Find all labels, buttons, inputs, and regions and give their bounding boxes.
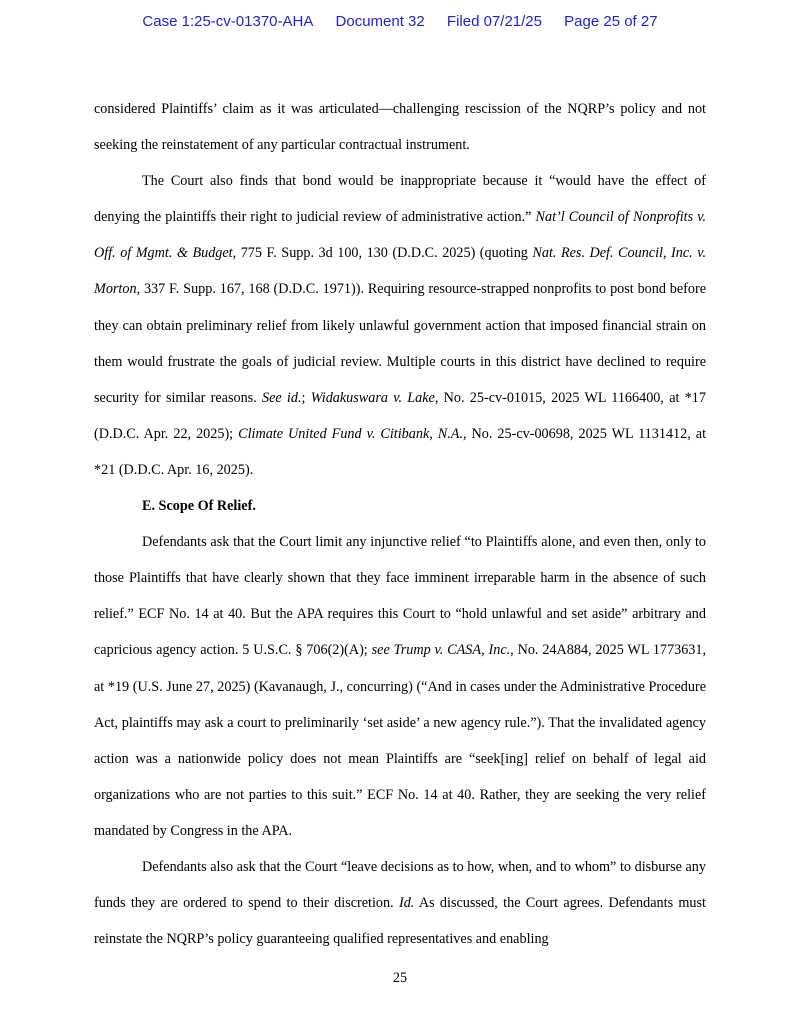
case-citation: Nat. Res. Def. Council, Inc. v. Morton [94, 245, 706, 298]
text-run: ; [301, 389, 311, 406]
text-run: , No. 25-cv-00698, 2025 WL 1131412, at *21 (D.D.C. Apr. 16, 2025). [94, 425, 707, 478]
filed-date: Filed 07/21/25 [446, 13, 542, 30]
text-run: The Court also finds that bond would be inappropriate because it “would have the effect of denying the plaintiffs their right to judicial review of administrative action.” [94, 173, 706, 226]
text-run: , No. 25-cv-01015, 2025 WL 1166400, at *17 (D.D.C. Apr. 22, 2025); [94, 389, 706, 442]
section-heading: E. Scope Of Relief. [142, 498, 256, 515]
page-number: 25 [392, 970, 408, 986]
text-run: Defendants also ask that the Court “leave decisions as to how, when, and to whom” to disburse any funds they are ordered to spend to their discretion. [94, 858, 706, 912]
text-run: , 337 F. Supp. 167, 168 (D.D.C. 1971)). Requiring resource-strapped nonprofits to post bond before they can obtain preliminary relief from likely unlawful government action that imposed financial strain on them would frustrate the goals of judicial review. Multiple courts in this district have declined to require security for similar reasons. [94, 281, 706, 406]
paragraph-continued: considered Plaintiffs’ claim as it was articulated—challenging rescission of the NQRP’s policy and not seeking the reinstatement of any particular contractual instrument. [94, 101, 706, 154]
paragraph-scope [94, 524, 706, 849]
document-body [94, 91, 706, 957]
case-citation: see Trump v. CASA [371, 642, 482, 659]
text-run: As discussed, the Court agrees. Defendants must reinstate the NQRP’s policy guaranteeing qualified representatives and enabling [94, 895, 706, 948]
text-run: Defendants ask that the Court limit any injunctive relief “to Plaintiffs alone, and even then, only to those Plaintiffs that have clearly shown that they face imminent irreparable harm in the absence of such relief.” ECF No. 14 at 40. But the APA requires this Court to “hold unlawful and set aside” arbitrary and capricious agency action. 5 U.S.C. § 706(2)(A); [94, 534, 706, 659]
case-header [0, 13, 800, 30]
text-run: , No. 24A884, 2025 WL 1773631, at *19 (U.S. June 27, 2025) (Kavanaugh, J., concurring) (“And in cases under the Administrative Procedure Act, plaintiffs may ask a court to preliminarily ‘set aside’ a new agency rule.”). That the invalidated agency action was a nationwide policy does not mean Plaintiffs are “seek[ing] relief on behalf of legal aid organizations who are not parties to this suit.” ECF No. 14 at 40. Rather, they are seeking the very relief mandated by Congress in the APA. [94, 642, 707, 839]
text-run: , [481, 642, 489, 659]
document-number: Document 32 [335, 13, 425, 30]
case-citation: Widakuswara v. Lake [310, 389, 435, 406]
text-run: , 775 F. Supp. 3d 100, 130 (D.D.C. 2025) (quoting [232, 245, 533, 262]
case-citation: See id. [261, 389, 302, 406]
page-indicator: Page 25 of 27 [564, 13, 658, 30]
case-citation: Nat’l Council of Nonprofits v. Off. of Mgmt. & Budget [94, 209, 707, 262]
case-number: Case 1:25-cv-01370-AHA [142, 13, 314, 30]
case-citation: Climate United Fund v. Citibank, N.A. [238, 425, 464, 442]
paragraph-bond [94, 163, 706, 488]
case-citation: Inc. [488, 642, 511, 659]
case-citation: Id. [398, 895, 415, 912]
paragraph-discretion [94, 849, 706, 957]
